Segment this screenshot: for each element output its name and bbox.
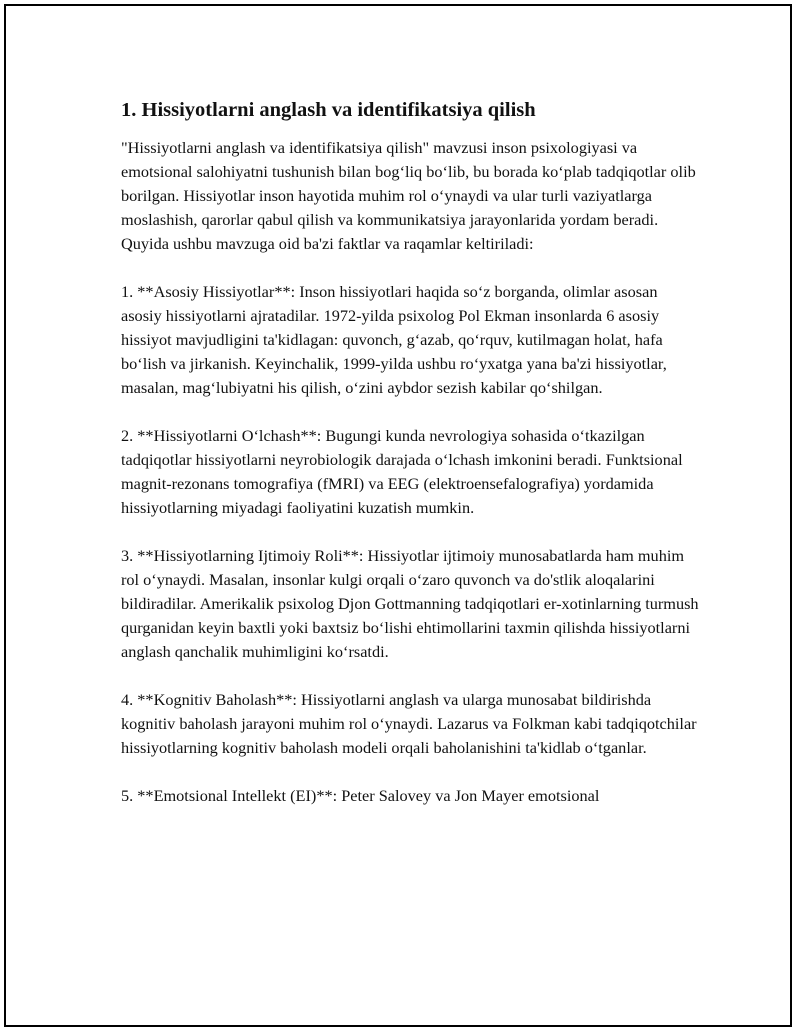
document-body xyxy=(121,96,701,832)
paragraph-emotional-intelligence: 5. **Emotsional Intellekt (EI)**: Peter Salovey va Jon Mayer emotsional xyxy=(121,786,600,805)
paragraph-basic-emotions: 1. **Asosiy Hissiyotlar**: Inson hissiyotlari haqida so‘z borganda, olimlar asosan asosiy hissiyotlarni ajratadilar. 1972-yilda psixolog Pol Ekman insonlarda 6 asosiy hissiyot mavjudligini ta'kidlagan: quvonch, g‘azab, qo‘rquv, kutilmagan holat, hafa bo‘lish va jirkanish. Keyinchalik, 1999-yilda ushbu ro‘yxatga yana ba'zi hissiyotlar, masalan, mag‘lubiyatni his qilish, o‘zini aybdor sezish kabilar qo‘shilgan. xyxy=(121,282,667,397)
page-border xyxy=(4,4,792,1027)
paragraph-cognitive-appraisal: 4. **Kognitiv Baholash**: Hissiyotlarni anglash va ularga munosabat bildirishda kognitiv baholash jarayoni muhim rol o‘ynaydi. Lazarus va Folkman kabi tadqiqotchilar hissiyotlarning kognitiv baholash modeli orqali baholanishini ta'kidlab o‘tganlar. xyxy=(121,690,697,757)
section-heading: 1. Hissiyotlarni anglash va identifikatsiya qilish xyxy=(121,99,536,121)
intro-paragraph: "Hissiyotlarni anglash va identifikatsiya qilish" mavzusi inson psixologiyasi va emotsional salohiyatni tushunish bilan bog‘liq bo‘lib, bu borada ko‘plab tadqiqotlar olib borilgan. Hissiyotlar inson hayotida muhim rol o‘ynaydi va ular turli vaziyatlarga moslashish, qarorlar qabul qilish va kommunikatsiya jarayonlarida yordam beradi. Quyida ushbu mavzuga oid ba'zi faktlar va raqamlar keltiriladi: xyxy=(121,138,696,253)
paragraph-social-role: 3. **Hissiyotlarning Ijtimoiy Roli**: Hissiyotlar ijtimoiy munosabatlarda ham muhim rol o‘ynaydi. Masalan, insonlar kulgi orqali o‘zaro quvonch va do'stlik aloqalarini bildiradilar. Amerikalik psixolog Djon Gottmanning tadqiqotlari er-xotinlarning turmush qurganidan keyin baxtli yoki baxtsiz bo‘lishi ehtimollarini taxmin qilishda hissiyotlarni anglash qanchalik muhimligini ko‘rsatdi. xyxy=(121,546,699,661)
paragraph-measuring-emotions: 2. **Hissiyotlarni O‘lchash**: Bugungi kunda nevrologiya sohasida o‘tkazilgan tadqiqotlar hissiyotlarni neyrobiologik darajada o‘lchash imkonini beradi. Funktsional magnit-rezonans tomografiya (fMRI) va EEG (elektroensefalografiya) yordamida hissiyotlarning miyadagi faoliyatini kuzatish mumkin. xyxy=(121,426,683,517)
